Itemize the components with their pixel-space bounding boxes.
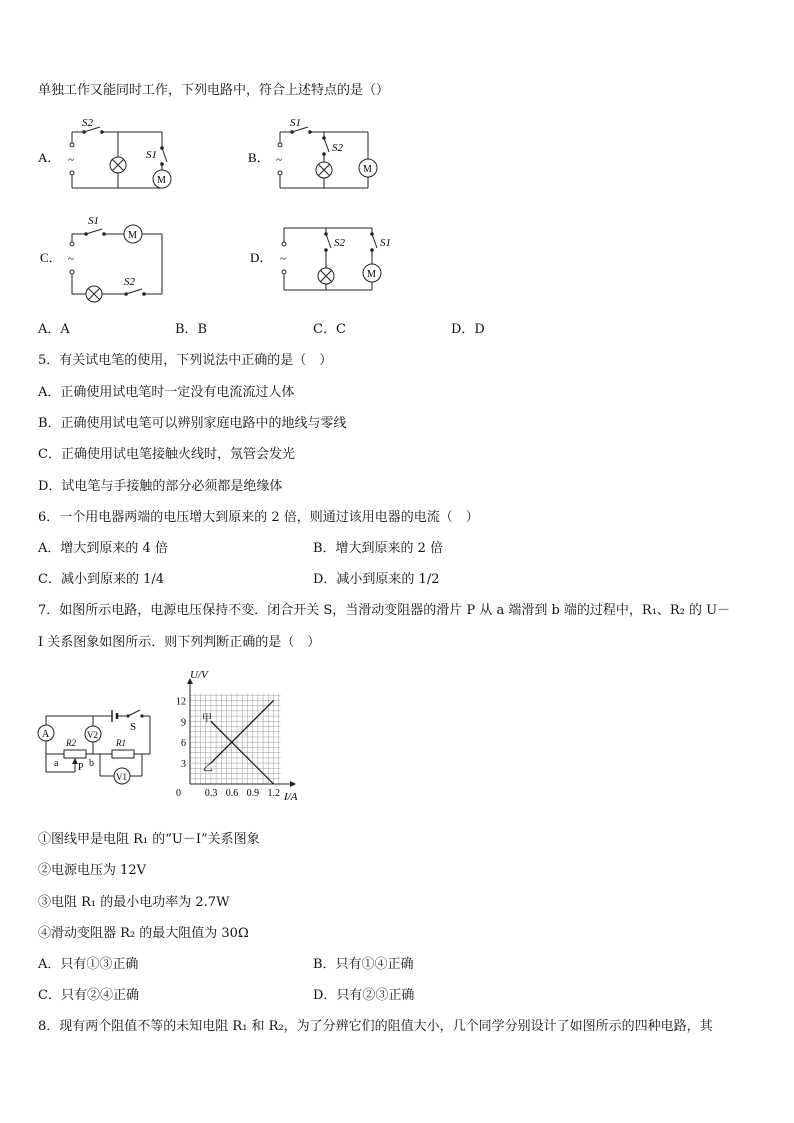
ac-source-symbol: ~	[276, 154, 282, 166]
ac-source-symbol: ~	[280, 253, 286, 265]
svg-text:V1: V1	[116, 772, 127, 782]
y-tick-label: 3	[181, 759, 186, 771]
circuit-option-a	[36, 118, 186, 202]
x-tick-label: 1.2	[267, 788, 281, 799]
ac-source-symbol: ~	[68, 253, 74, 265]
q4-option-c: C．C	[313, 322, 346, 337]
q7-statement-1: ①图线甲是电阻 R₁ 的“U－I”关系图象	[38, 832, 260, 847]
slider-p-label: P	[78, 762, 84, 773]
svg-text:M: M	[157, 175, 166, 186]
q7-ui-chart	[160, 664, 310, 810]
fig-c-label: C．	[40, 250, 62, 265]
y-tick-label: 12	[176, 696, 186, 708]
switch-s2-label: S2	[82, 118, 93, 129]
q7-statement-2: ②电源电压为 12V	[38, 863, 147, 878]
q5-stem: 5．有关试电笔的使用，下列说法中正确的是（ ）	[38, 353, 333, 368]
svg-text:M: M	[128, 230, 137, 241]
switch-s1-label: S1	[290, 118, 301, 129]
switch-s1-label: S1	[146, 149, 157, 161]
fig-d-label: D．	[250, 250, 273, 265]
q7-option-a: A．只有①③正确	[38, 957, 139, 972]
question-4-stem-tail: 单独工作又能同时工作，下列电路中，符合上述特点的是（）	[38, 83, 390, 98]
svg-text:V2: V2	[87, 730, 98, 740]
q7-statement-4: ④滑动变阻器 R₂ 的最大阻值为 30Ω	[38, 926, 249, 941]
q6-option-b: B．增大到原来的 2 倍	[313, 541, 444, 556]
x-tick-label: 0	[176, 788, 181, 799]
series-label-1: 乙	[202, 763, 213, 775]
switch-s1-label: S1	[88, 215, 99, 227]
q7-option-d: D．只有②③正确	[313, 988, 415, 1003]
svg-text:M: M	[363, 164, 372, 175]
end-b-label: b	[89, 758, 94, 769]
q5-option-d: D．试电笔与手接触的部分必须都是绝缘体	[38, 479, 283, 494]
svg-text:M: M	[367, 269, 376, 280]
q5-option-b: B．正确使用试电笔可以辨别家庭电路中的地线与零线	[38, 416, 347, 431]
q7-option-c: C．只有②④正确	[38, 988, 139, 1003]
q6-option-a: A．增大到原来的 4 倍	[38, 541, 168, 556]
chart-svg	[160, 664, 310, 806]
svg-text:A: A	[42, 729, 50, 740]
ac-source-symbol: ~	[68, 154, 74, 166]
q6-option-d: D．减小到原来的 1/2	[313, 572, 440, 587]
x-tick-label: 0.9	[246, 788, 260, 799]
switch-s1-label: S1	[380, 237, 391, 249]
q8-stem: 8．现有两个阻值不等的未知电阻 R₁ 和 R₂，为了分辨它们的阻值大小，几个同学分别设计了如图所示的四种电路，其	[38, 1019, 713, 1034]
q7-stem-line1: 7．如图所示电路，电源电压保持不变．闭合开关 S，当滑动变阻器的滑片 P 从 a 端滑到 b 端的过程中，R₁、R₂ 的 U－	[38, 603, 731, 618]
q4-option-a: A．A	[38, 322, 70, 337]
fig-b-label: B．	[248, 150, 270, 165]
q7-option-b: B．只有①④正确	[313, 957, 414, 972]
q6-stem: 6．一个用电器两端的电压增大到原来的 2 倍，则通过该用电器的电流（ ）	[38, 510, 479, 525]
r1-label: R1	[116, 738, 126, 748]
r2-label: R2	[66, 738, 76, 748]
q5-option-a: A．正确使用试电笔时一定没有电流流过人体	[38, 385, 295, 400]
q7-statement-3: ③电阻 R₁ 的最小电功率为 2.7W	[38, 895, 230, 910]
switch-s2-label: S2	[332, 142, 343, 154]
y-tick-label: 6	[181, 738, 186, 750]
fig-a-label: A．	[38, 150, 61, 165]
q4-option-d: D．D	[451, 322, 485, 337]
circuit-option-c	[36, 212, 186, 311]
y-tick-label: 9	[181, 717, 186, 729]
y-axis-label: U/V	[190, 669, 208, 681]
series-label-0: 甲	[201, 713, 212, 725]
x-axis-label: I/A	[284, 791, 298, 803]
switch-s2-label: S2	[334, 237, 345, 249]
q6-option-c: C．减小到原来的 1/4	[38, 572, 165, 587]
circuit-option-d	[248, 222, 398, 302]
end-a-label: a	[54, 758, 59, 769]
switch-s2-label: S2	[124, 276, 135, 288]
switch-s-label: S	[130, 721, 137, 733]
x-tick-label: 0.6	[225, 788, 239, 799]
x-tick-label: 0.3	[204, 788, 218, 799]
circuit-option-b	[246, 118, 396, 202]
q4-option-b: B．B	[175, 322, 208, 337]
x-axis-arrow-icon	[290, 781, 296, 787]
q7-stem-line2: I 关系图象如图所示．则下列判断正确的是（ ）	[38, 635, 321, 650]
q7-circuit-diagram	[36, 700, 162, 796]
q5-option-c: C．正确使用试电笔接触火线时，氖管会发光	[38, 447, 295, 462]
